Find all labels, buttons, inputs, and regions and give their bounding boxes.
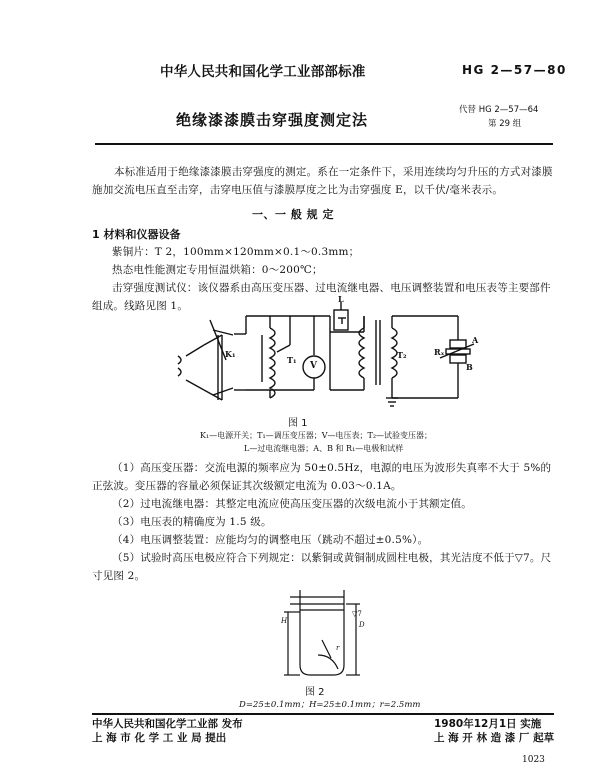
footer-rule <box>92 713 554 715</box>
height-dim-label: H <box>281 617 288 625</box>
requirement-item: （1）高压变压器：交流电源的频率应为 50±0.5Hz，电源的电压为波形失真率不大于 5%的正弦波。变压器的容量必须保证其次级额定电流为 0.03～0.1A。 <box>92 462 552 492</box>
k1-label: K₁ <box>225 349 236 359</box>
figure-1-legend: K₁—电源开关；T₁—调压变压器；V—电压表；T₂—试验变压器； <box>200 431 433 440</box>
electrode-b-label: B <box>466 362 473 372</box>
requirement-item: （3）电压表的精确度为 1.5 级。 <box>112 516 272 528</box>
replaces-code: 代替 HG 2—57—64 <box>459 105 539 115</box>
figure-2-caption: 图 2 <box>305 687 325 698</box>
relay-label: L <box>338 294 344 304</box>
intro-paragraph: 本标准适用于绝缘漆漆膜击穿强度的测定。系在一定条件下，采用连续均匀升压的方式对漆膜施加交流电压直至击穿，击穿电压值与漆膜厚度之比为击穿强度 E，以千伏/毫米表示。 <box>92 166 553 196</box>
doc-title: 绝缘漆漆膜击穿强度测定法 <box>176 111 369 129</box>
material-item: 紫铜片：T 2，100mm×120mm×0.1～0.3mm； <box>112 246 360 258</box>
issuer: 中华人民共和国化学工业部 发布 <box>92 718 243 730</box>
group-number: 第 29 组 <box>488 119 522 129</box>
figure-2-dims: D=25±0.1mm；H=25±0.1mm；r=2.5mm <box>239 700 421 710</box>
proposer: 上 海 市 化 学 工 业 局 提出 <box>92 732 227 744</box>
header-rule <box>95 143 553 145</box>
requirement-item: （2）过电流继电器：其整定电流应使高压变压器的次级电流小于其额定值。 <box>112 498 472 510</box>
drafter: 上 海 开 林 造 漆 厂 起草 <box>434 732 555 744</box>
section-heading: 一、一 般 规 定 <box>252 208 334 221</box>
material-item: 击穿强度测试仪：该仪器系由高压变压器、过电流继电器、电压调整装置和电压表等主要部件组成。线路见图 1。 <box>92 282 551 312</box>
figure-1-legend: L—过电流继电器；A、B 和 R₁—电极和试样 <box>244 444 404 453</box>
org-title: 中华人民共和国化学工业部部标准 <box>160 64 366 80</box>
requirements-list <box>92 459 554 585</box>
electrode-a-label: A <box>472 335 479 345</box>
materials-list <box>112 243 554 279</box>
t2-label: T₂ <box>397 350 407 360</box>
t1-label: T₁ <box>287 355 297 365</box>
material-item: 热态电性能测定专用恒温烘箱：0～200℃； <box>112 264 323 276</box>
voltmeter-label: V <box>310 361 317 371</box>
diameter-dim-label: D <box>359 621 365 629</box>
page-number: 1023 <box>522 755 545 765</box>
finish-label: ▽7 <box>352 610 362 618</box>
radius-label: r <box>336 644 340 652</box>
requirement-item: （4）电压调整装置：应能均匀的调整电压（跳动不超过±0.5%）。 <box>112 534 429 546</box>
figure-1-caption: 图 1 <box>288 418 308 429</box>
sample-label: Rₓ <box>434 347 445 357</box>
effective-date: 1980年12月1日 实施 <box>434 718 542 730</box>
standard-code: HG 2—57—80 <box>462 63 567 77</box>
requirement-item: （5）试验时高压电极应符合下列规定：以紫铜或黄铜制成圆柱电极，其光洁度不低于▽7。尺寸见图 2。 <box>92 552 552 582</box>
subsection-heading: 1 材料和仪器设备 <box>92 228 181 241</box>
